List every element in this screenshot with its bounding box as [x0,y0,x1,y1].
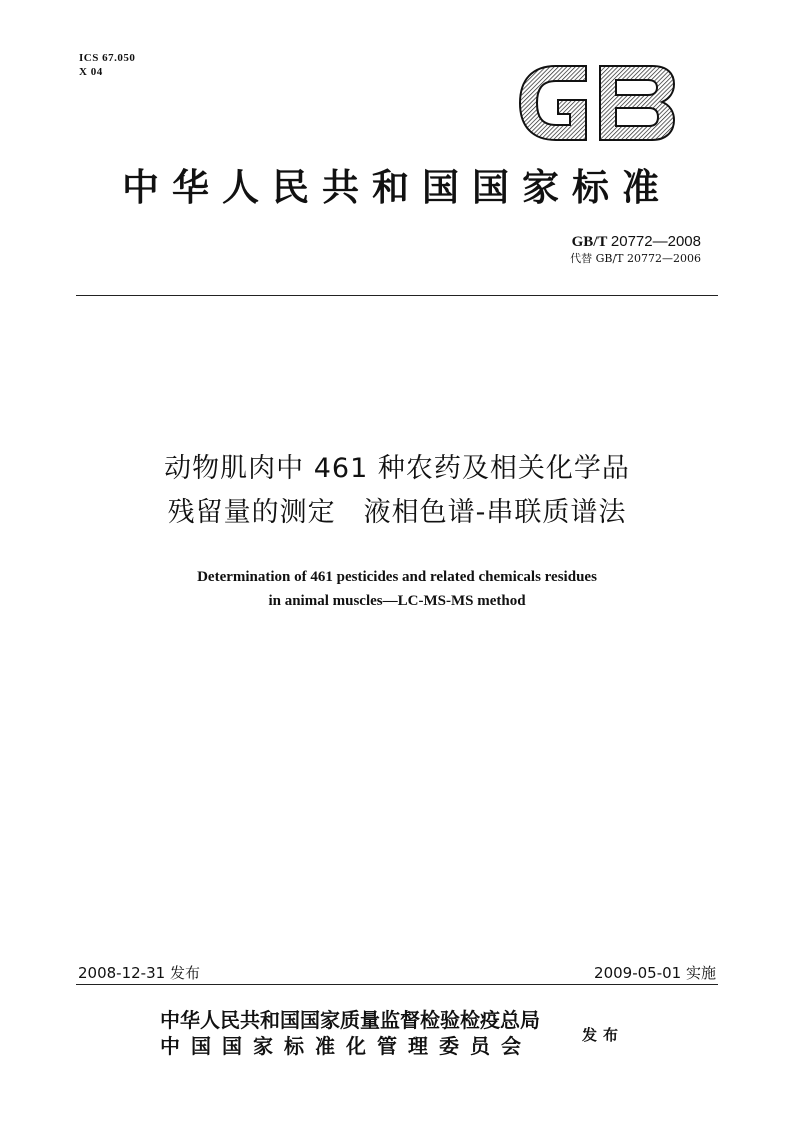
issuer-sac: 中国国家标准化管理委员会 [160,1034,532,1058]
replaces-note: 代替 GB/T 20772—2006 [570,252,701,265]
classification-block [79,51,135,79]
issue-date: 2008-12-31 发布 [78,964,200,982]
english-title [0,565,794,613]
standard-code: 20772—2008 [610,233,701,250]
chinese-title [0,447,794,535]
issuer-aqsiq: 中华人民共和国国家质量监督检验检疫总局 [160,1008,540,1032]
english-title-line-2: in animal muscles—LC-MS-MS method [268,593,526,609]
chinese-title-line-2: 残留量的测定 液相色谱-串联质谱法 [167,497,627,528]
standard-number [570,233,701,251]
standard-prefix: GB/T [571,234,608,250]
ics-code: ICS 67.050 [79,52,136,64]
gb-logo [516,62,678,144]
bottom-divider [76,984,718,985]
top-divider [76,295,718,296]
implementation-date: 2009-05-01 实施 [594,964,716,982]
english-title-line-1: Determination of 461 pesticides and related chemicals residues [197,569,597,585]
ccs-code: X 04 [79,66,103,78]
standard-number-block [570,233,701,266]
publish-label: 发布 [582,1026,625,1044]
national-standard-heading: 中华人民共和国国家标准 [122,165,672,209]
chinese-title-line-1: 动物肌肉中 461 种农药及相关化学品 [164,453,630,484]
issuing-authorities [160,1007,540,1059]
